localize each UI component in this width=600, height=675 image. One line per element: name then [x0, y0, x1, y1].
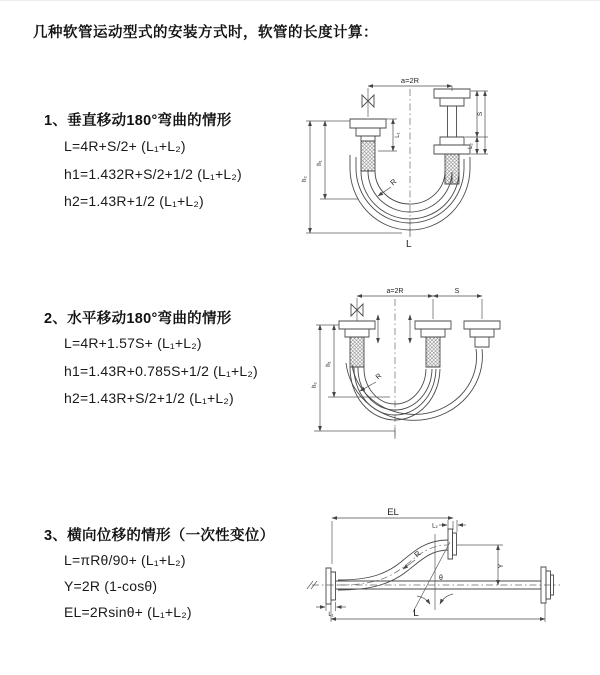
dim-label-y: Y [498, 563, 505, 569]
dim-label-h1: h₁ [317, 160, 323, 166]
flange [464, 321, 500, 329]
braided-hose-section [350, 337, 364, 367]
section-2-formula-L: L=4R+1.57S+ (L₁+L₂) [64, 335, 202, 351]
radius-label: R [374, 372, 384, 382]
section-3-heading: 3、横向位移的情形（一次性变位） [44, 528, 275, 544]
flange [350, 119, 386, 128]
section-3-formula-Y: Y=2R (1-cosθ) [64, 578, 158, 594]
diagram-1-vertical-u-bend [298, 67, 590, 259]
flange [326, 568, 331, 604]
length-label: L [406, 239, 412, 250]
section-2-heading: 2、水平移动180°弯曲的情形 [44, 311, 232, 327]
section-3-formula-EL: EL=2Rsinθ+ (L₁+L₂) [64, 604, 192, 620]
hose-s-curve-displaced [338, 540, 448, 590]
dim-label-h1: h₁ [326, 361, 332, 367]
section-1-formula-h1: h1=1.432R+S/2+1/2 (L₁+L₂) [64, 166, 242, 182]
dim-label-el: EL [387, 507, 399, 518]
page-title: 几种软管运动型式的安装方式时，软管的长度计算： [33, 25, 378, 41]
dim-label-s: S [477, 111, 484, 117]
dim-label-h2: h₂ [302, 176, 308, 182]
section-3-formula-L: L=πRθ/90+ (L₁+L₂) [64, 552, 186, 568]
dim-label-a2r: a=2R [386, 288, 404, 295]
section-2-formula-h2: h2=1.43R+S/2+1/2 (L₁+L₂) [64, 390, 234, 406]
dim-label-a2r: a=2R [400, 76, 420, 85]
braided-hose-section [361, 141, 375, 171]
length-label: L [413, 608, 419, 619]
dim-label-l1: L₁ [395, 132, 401, 138]
dim-label-l2: L₂ [468, 143, 474, 149]
flange [339, 321, 375, 329]
diagram-2-horizontal-u-bend [306, 279, 598, 454]
angle-label: θ [439, 575, 443, 582]
braided-hose-section [426, 337, 440, 367]
flange [415, 321, 451, 329]
section-2-formula-h1: h1=1.43R+0.785S+1/2 (L₁+L₂) [64, 363, 258, 379]
dim-label-s: S [454, 288, 460, 295]
section-1-formula-L: L=4R+S/2+ (L₁+L₂) [64, 138, 186, 154]
dim-label-l2: L₂ [432, 523, 438, 530]
section-1-heading: 1、垂直移动180°弯曲的情形 [44, 113, 232, 129]
diagram-3-lateral-displacement [298, 504, 598, 654]
radius-label: R [388, 176, 399, 188]
dim-label-h2: h₂ [312, 382, 318, 388]
radius-label: R [412, 548, 423, 560]
section-1-formula-h2: h2=1.43R+1/2 (L₁+L₂) [64, 193, 204, 209]
dim-label-l1: L₁ [328, 612, 334, 618]
flange [434, 145, 470, 154]
